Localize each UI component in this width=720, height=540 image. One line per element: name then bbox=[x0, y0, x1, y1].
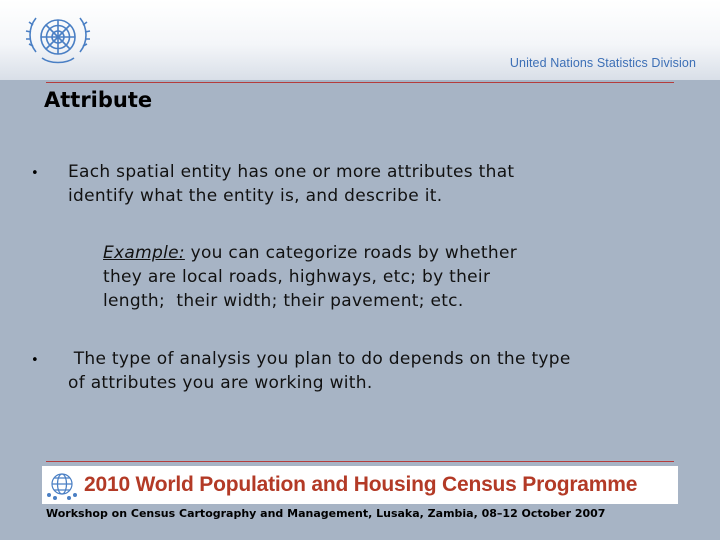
un-emblem-icon bbox=[22, 8, 94, 70]
census-programme-title: 2010 World Population and Housing Census Programme bbox=[84, 473, 638, 496]
bullet-marker: • bbox=[31, 353, 39, 368]
census-banner bbox=[42, 466, 678, 504]
division-name: United Nations Statistics Division bbox=[509, 56, 696, 70]
workshop-footer: Workshop on Census Cartography and Management, Lusaka, Zambia, 08–12 October 2007 bbox=[46, 507, 606, 520]
example-text: you can categorize roads by whether bbox=[184, 243, 518, 263]
bullet-marker: • bbox=[31, 166, 39, 181]
bullet-text: The type of analysis you plan to do depends on the type bbox=[68, 349, 571, 369]
slide-title: Attribute bbox=[44, 88, 153, 112]
example-line bbox=[103, 241, 517, 265]
example-line: length; their width; their pavement; etc. bbox=[103, 291, 464, 311]
bullet-text: of attributes you are working with. bbox=[68, 373, 373, 393]
header-band bbox=[0, 0, 720, 80]
example-line: they are local roads, highways, etc; by their bbox=[103, 267, 491, 287]
bullet-text: identify what the entity is, and describe it. bbox=[68, 186, 443, 206]
top-divider bbox=[46, 82, 674, 83]
census-globe-icon bbox=[44, 468, 80, 502]
bottom-divider bbox=[46, 461, 674, 462]
bullet-text: Each spatial entity has one or more attributes that bbox=[68, 162, 515, 182]
example-label: Example: bbox=[103, 243, 185, 263]
